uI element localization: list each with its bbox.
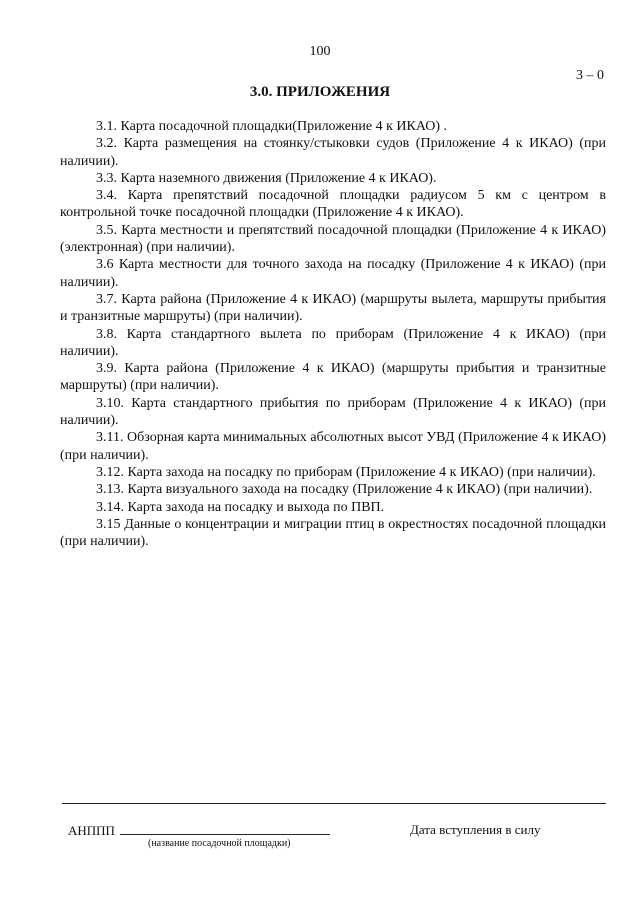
list-item: 3.13. Карта визуального захода на посадку (Приложение 4 к ИКАО) (при наличии).	[96, 482, 593, 498]
list-item: 3.7. Карта района (Приложение 4 к ИКАО) (маршруты вылета, маршруты прибытия и транзитные маршруты) (при наличии).	[60, 291, 606, 325]
page-number: 100	[309, 44, 331, 59]
list-item: 3.8. Карта стандартного вылета по приборам (Приложение 4 к ИКАО) (при наличии).	[60, 326, 606, 359]
footer-effective-date-label: Дата вступления в силу	[410, 822, 541, 837]
footer-divider	[62, 803, 606, 804]
section-title: 3.0. ПРИЛОЖЕНИЯ	[249, 84, 391, 100]
footer-aerodrome-field	[68, 822, 330, 839]
footer-caption: (название посадочной площадки)	[148, 838, 291, 849]
footer-left-label: АНППП	[68, 823, 115, 838]
list-item: 3.9. Карта района (Приложение 4 к ИКАО) (маршруты прибытия и транзитные маршруты) (при наличии).	[60, 361, 606, 394]
list-item: 3.11. Обзорная карта минимальных абсолютных высот УВД (Приложение 4 к ИКАО) (при наличии).	[60, 430, 606, 463]
list-item: 3.12. Карта захода на посадку по приборам (Приложение 4 к ИКАО) (при наличии).	[96, 464, 596, 480]
list-item: 3.1. Карта посадочной площадки(Приложение 4 к ИКАО) .	[96, 119, 448, 134]
list-item: 3.15 Данные о концентрации и миграции птиц в окрестностях посадочной площадки (при наличии).	[60, 516, 606, 550]
list-item: 3.2. Карта размещения на стоянку/стыковки судов (Приложение 4 к ИКАО) (при наличии).	[60, 136, 606, 169]
list-item: 3.5. Карта местности и препятствий посадочной площадки (Приложение 4 к ИКАО) (электронная) (при наличии).	[60, 222, 606, 256]
list-item: 3.3. Карта наземного движения (Приложение 4 к ИКАО).	[96, 170, 437, 186]
list-item: 3.4. Карта препятствий посадочной площадки радиусом 5 км с центром в контрольной точке посадочной площадки (Приложение 4 к ИКАО).	[60, 188, 606, 221]
section-code: 3 – 0	[576, 68, 604, 83]
list-item: 3.6 Карта местности для точного захода на посадку (Приложение 4 к ИКАО) (при наличии).	[60, 257, 606, 290]
list-item: 3.14. Карта захода на посадку и выхода по ПВП.	[96, 499, 385, 515]
aerodrome-name-blank	[120, 822, 330, 835]
appendix-list	[60, 118, 606, 550]
list-item: 3.10. Карта стандартного прибытия по приборам (Приложение 4 к ИКАО) (при наличии).	[60, 395, 606, 429]
